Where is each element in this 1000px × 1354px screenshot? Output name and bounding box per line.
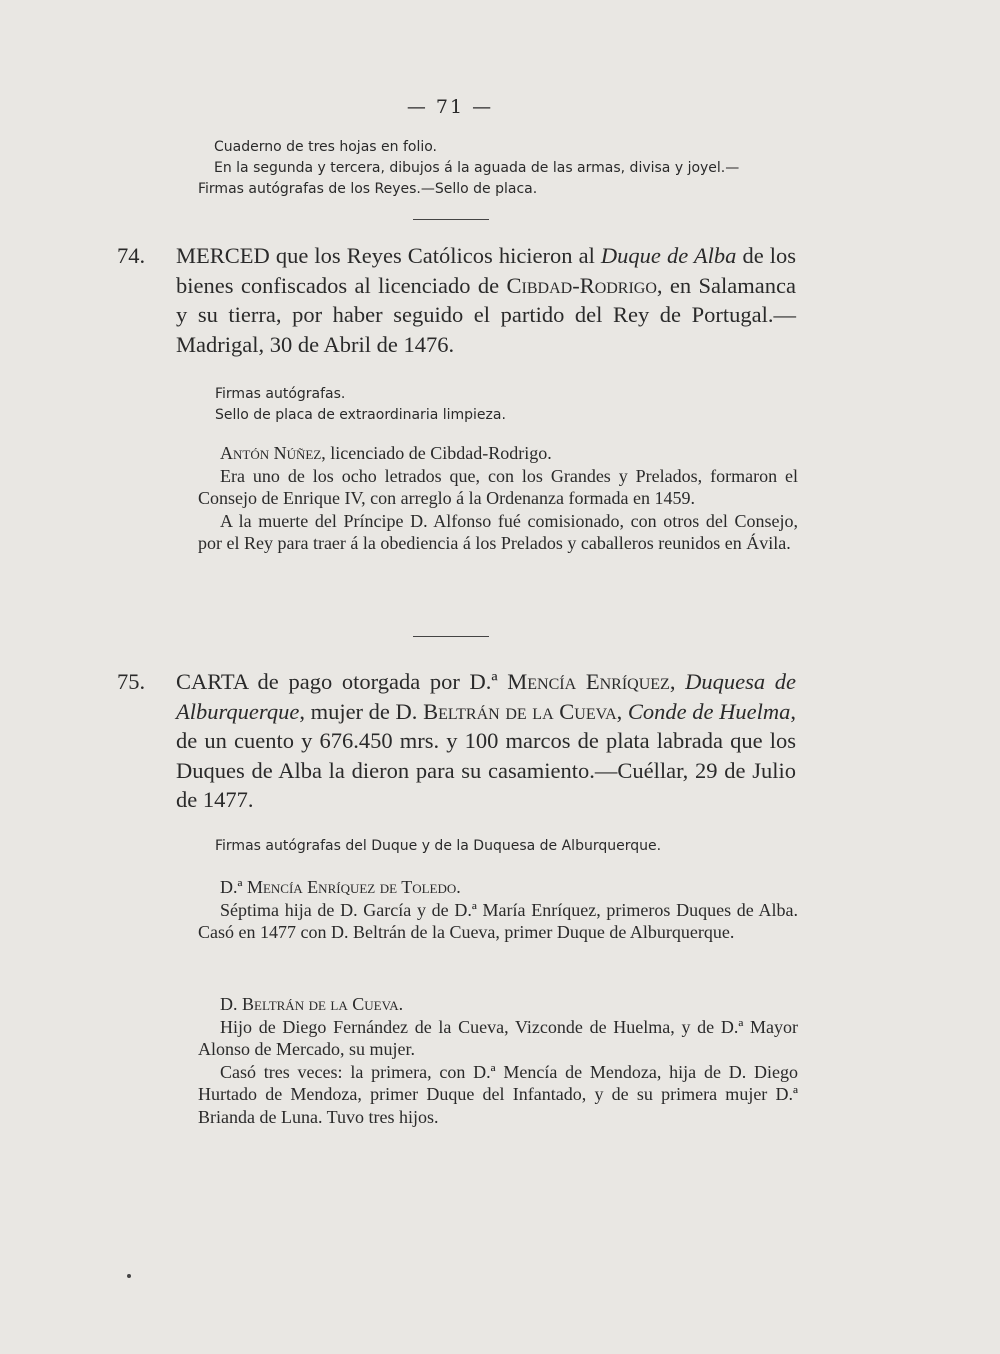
note-line: Cuaderno de tres hojas en folio.	[214, 139, 438, 155]
bio-name: Antón Núñez	[220, 443, 322, 463]
entry-number: 74.	[117, 243, 146, 268]
entry-italic: Duque de Alba	[600, 243, 737, 268]
entry-smallcaps: Mencía Enríquez	[507, 669, 670, 694]
entry-lead: MERCED	[176, 243, 270, 268]
top-notes	[198, 137, 808, 200]
bio-paragraph: A la muerte del Príncipe D. Alfonso fué comisionado, con otros del Consejo, por el Rey para traer á la obediencia á los Prelados y caballeros reunidos en Ávila.	[198, 510, 798, 553]
bio-paragraph: Casó tres veces: la primera, con D.ª Mencía de Mendoza, hija de D. Diego Hurtado de Mendoza, primer Duque del Infantado, y de su primera mujer D.ª Brianda de Luna. Tuvo tres hijos.	[198, 1061, 798, 1127]
entry-text: , de un cuento y 676.450 mrs. y 100 marcos de plata labrada que los Duques de Alba la dieron para su casamiento.—Cuéllar, 29 de Julio de 1477.	[176, 698, 797, 812]
entry-75-note: Firmas autógrafas del Duque y de la Duquesa de Alburquerque.	[215, 838, 662, 854]
entry-74-bio	[198, 442, 798, 555]
entry-lead: CARTA	[176, 669, 248, 694]
entry-text: , en Salamanca y su tierra, por haber seguido el partido del Rey de Portugal.—Madrigal, 30 de Abril de 1476.	[176, 272, 796, 357]
speck-mark	[127, 1274, 131, 1278]
entry-number: 75.	[117, 669, 146, 694]
entry-74-notes	[215, 384, 775, 426]
page-number: — 71 —	[406, 96, 494, 118]
bio-heading	[198, 442, 798, 465]
entry-75-bio-1	[198, 876, 798, 944]
entry-74	[117, 241, 797, 359]
bio-heading: D.ª Mencía Enríquez de Toledo.	[220, 877, 461, 897]
bio-paragraph: Era uno de los ocho letrados que, con los Grandes y Prelados, formaron el Consejo de Enrique IV, con arreglo á la Ordenanza formada en 1459.	[198, 465, 798, 508]
entry-text: ,	[669, 669, 686, 694]
bio-heading: D. Beltrán de la Cueva.	[220, 994, 404, 1014]
bio-paragraph: Hijo de Diego Fernández de la Cueva, Vizconde de Huelma, y de D.ª Mayor Alonso de Mercado, su mujer.	[198, 1016, 798, 1059]
entry-text: ,	[616, 698, 628, 724]
note-line: Sello de placa de extraordinaria limpieza.	[215, 407, 506, 423]
entry-text: de los bienes confiscados al licenciado de	[176, 243, 797, 298]
entry-smallcaps: Beltrán de la Cueva	[423, 698, 617, 724]
note-line: En la segunda y tercera, dibujos á la aguada de las armas, divisa y joyel.—	[214, 160, 740, 176]
note-line: Firmas autógrafas de los Reyes.—Sello de placa.	[198, 181, 538, 197]
entry-text: , mujer de D.	[299, 698, 424, 724]
entry-italic: Conde de Huelma	[627, 698, 791, 724]
bio-name-rest: , licenciado de Cibdad-Rodrigo.	[321, 443, 552, 463]
bio-paragraph: Séptima hija de D. García y de D.ª María Enríquez, primeros Duques de Alba. Casó en 1477 con D. Beltrán de la Cueva, primer Duque de Alburquerque.	[198, 899, 798, 942]
entry-text: de pago otorgada por D.ª	[247, 669, 508, 694]
entry-italic: Duquesa de Alburquerque	[176, 669, 797, 724]
entry-smallcaps: Cibdad-Rodrigo	[506, 272, 657, 298]
entry-text: que los Reyes Católicos hicieron al	[269, 243, 601, 268]
entry-75	[117, 667, 797, 815]
note-line: Firmas autógrafas.	[215, 386, 346, 402]
entry-75-bio-2	[198, 993, 798, 1128]
separator-rule	[413, 636, 489, 637]
separator-rule	[413, 219, 489, 220]
